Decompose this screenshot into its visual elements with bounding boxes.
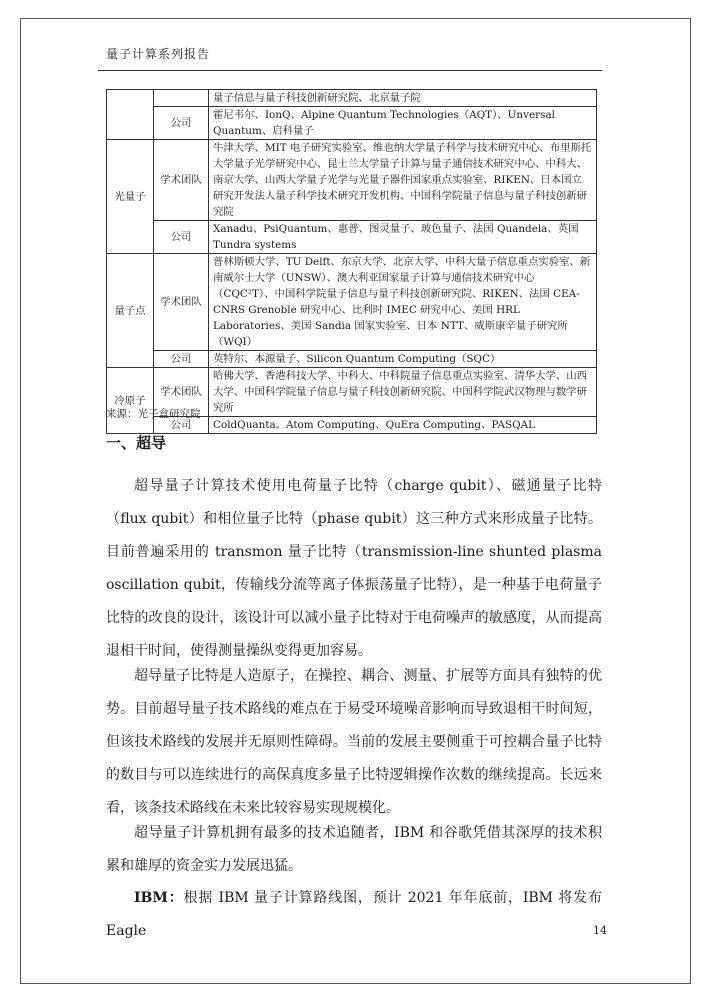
names-cell: 普林斯顿大学、TU Delft、东京大学、北京大学、中科大量子信息重点实验室、新南威尔士大学（UNSW）、澳大利亚国家量子计算与通信技术研究中心（CQC²T）、中国科学院量子信息与量子科技创新研究院、RIKEN、法国 CEA-CNRS Grenoble 研究中心、比利时 IMEC 研究中心、美国 HRL Laboratories、美国 Sandia 国家实验室、日本 NTT、威斯康辛量子研究所（WQI）	[209, 254, 597, 351]
header-divider	[98, 70, 602, 71]
names-cell: 霍尼韦尔、IonQ、Alpine Quantum Technologies（AQT）、Unversal Quantum、启科量子	[209, 107, 597, 140]
kind-cell: 学术团队	[154, 254, 209, 351]
body-paragraph: 超导量子计算技术使用电荷量子比特（charge qubit）、磁通量子比特（flux qubit）和相位量子比特（phase qubit）这三种方式来形成量子比特。目前普遍采用的 transmon 量子比特（transmission-line shunted plasma oscillation qubit，传输线分流等离子体振荡量子比特），是一种基于电荷量子比特的改良的设计，该设计可以减小量子比特对于电荷噪声的敏感度，从而提高退相干时间，使得测量操纵变得更加容易。	[106, 478, 602, 659]
kind-cell: 公司	[154, 107, 209, 140]
names-cell: 哈佛大学、香港科技大学、中科大、中科院量子信息重点实验室、清华大学、山西大学、中国科学院量子信息与量子科技创新研究院、中国科学院武汉物理与数学研究所	[209, 368, 597, 417]
route-cell-quantum-dot: 量子点	[107, 254, 154, 368]
names-cell: 牛津大学、MIT 电子研究实验室、维也纳大学量子科学与技术研究中心、布里斯托大学量子光学研究中心、昆士兰大学量子计算与量子通信技术研究中心、中科大、南京大学、山西大学量子光学与光量子器件国家重点实验室、RIKEN、日本国立研究开发法人量子科学技术研究开发机构、中国科学院量子信息与量子科技创新研究院	[209, 140, 597, 221]
kind-cell	[154, 90, 209, 107]
names-cell: 量子信息与量子科技创新研究院、北京量子院	[209, 90, 597, 107]
route-cell-photonic: 光量子	[107, 140, 154, 254]
kind-cell: 学术团队	[154, 140, 209, 221]
table-row	[107, 107, 597, 140]
route-cell-cold-atom: 冷原子	[107, 368, 154, 434]
kind-cell: 公司	[154, 351, 209, 368]
kind-cell: 学术团队	[154, 368, 209, 417]
table-source-note: 来源：光子盒研究院	[106, 408, 201, 420]
table-row	[107, 221, 597, 254]
table-row	[107, 90, 597, 107]
ibm-label: IBM：	[134, 890, 184, 906]
table-row	[107, 351, 597, 368]
body-paragraph-ibm	[106, 882, 602, 948]
page-number: 14	[593, 924, 607, 937]
page-header-title: 量子计算系列报告	[106, 47, 211, 61]
route-cell-ion-trap	[107, 90, 154, 140]
names-cell: ColdQuanta、Atom Computing、QuEra Computing、PASQAL	[209, 417, 597, 434]
names-cell: Xanadu、PsiQuantum、惠普、图灵量子、玻色量子、法国 Quandela、英国 Tundra systems	[209, 221, 597, 254]
section-heading: 一、超导	[106, 434, 167, 452]
body-paragraph: 超导量子计算机拥有最多的技术追随者，IBM 和谷歌凭借其深厚的技术积累和雄厚的资金实力发展迅猛。	[106, 825, 602, 874]
research-organizations-table	[106, 89, 597, 434]
kind-cell: 公司	[154, 417, 209, 434]
ibm-paragraph-text: 根据 IBM 量子计算路线图，预计 2021 年年底前，IBM 将发布 Eagle	[106, 890, 602, 939]
kind-cell: 公司	[154, 221, 209, 254]
table-row	[107, 140, 597, 221]
names-cell: 英特尔、本源量子、Silicon Quantum Computing（SQC）	[209, 351, 597, 368]
body-paragraph: 超导量子比特是人造原子，在操控、耦合、测量、扩展等方面具有独特的优势。目前超导量子技术路线的难点在于易受环境噪音影响而导致退相干时间短，但该技术路线的发展并无原则性障碍。当前的发展主要侧重于可控耦合量子比特的数目与可以连续进行的高保真度多量子比特逻辑操作次数的继续提高。长远来看，该条技术路线在未来比较容易实现规模化。	[106, 668, 602, 816]
table-row	[107, 254, 597, 351]
